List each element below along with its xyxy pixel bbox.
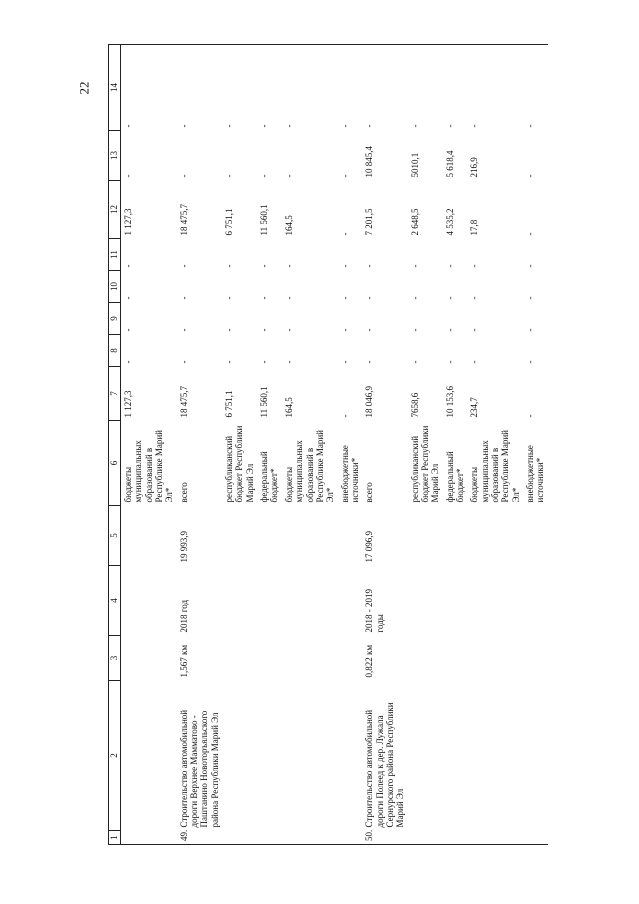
- table-cell-c14: -: [443, 45, 468, 131]
- table-body: [121, 45, 548, 845]
- table-cell-c3: [282, 636, 338, 681]
- table-cell-c12: 2 648,5: [409, 208, 420, 236]
- table-row: [282, 45, 338, 845]
- table-cell-c9: -: [259, 328, 270, 332]
- col-header: 5: [109, 506, 121, 566]
- col-header: 4: [109, 566, 121, 636]
- table-cell-c5: [338, 506, 363, 566]
- table-cell-c6: внебюджетные источники*: [339, 445, 360, 503]
- table-cell-c6: внебюджетные источники*: [525, 445, 546, 503]
- table-cell-c1: [467, 831, 523, 845]
- table-cell-c4: [443, 566, 468, 636]
- table-cell-c1: 49.: [177, 831, 222, 845]
- table-cell-c9: -: [283, 328, 294, 332]
- table-cell-c3: [257, 636, 282, 681]
- table-cell-c10: -: [525, 296, 536, 300]
- table-cell-c10: -: [224, 296, 235, 300]
- table-row: [467, 45, 523, 845]
- table-cell-c8: -: [409, 360, 420, 364]
- table-cell-c10: -: [178, 296, 189, 300]
- table-cell-c8: -: [364, 360, 375, 364]
- table-cell-c5: [408, 506, 443, 566]
- col-header: 1: [109, 831, 121, 845]
- table-cell-c13: 5 618,4: [444, 150, 455, 178]
- table-row: [362, 45, 407, 845]
- table-cell-c14: -: [467, 45, 523, 131]
- table-cell-c10: -: [364, 296, 375, 300]
- table-cell-c2: [523, 681, 548, 831]
- table-cell-c14: -: [362, 45, 407, 131]
- table-cell-c10: -: [444, 296, 455, 300]
- table-cell-c10: -: [259, 296, 270, 300]
- table-cell-c3: [523, 636, 548, 681]
- table-cell-c2: [257, 681, 282, 831]
- table-cell-c5: [257, 506, 282, 566]
- table-cell-c10: -: [123, 296, 133, 300]
- table-cell-c12: 7 201,5: [364, 208, 375, 236]
- table-cell-c3: [121, 636, 177, 681]
- table-cell-c8: -: [178, 360, 189, 364]
- table-cell-c2: Строительство автомобильной дороги Верхнее Мамматово - Паштанино Новоторъяльского района Республики Марий Эл: [178, 709, 220, 828]
- table-cell-c12: 4 535,2: [444, 208, 455, 236]
- table-cell-c7: 7658,6: [409, 392, 420, 418]
- table-cell-c1: [282, 831, 338, 845]
- table-cell-c1: [408, 831, 443, 845]
- table-row: [338, 45, 363, 845]
- table-cell-c14: -: [523, 45, 548, 131]
- table-cell-c5: [443, 506, 468, 566]
- table-cell-c11: -: [444, 264, 455, 268]
- table-cell-c11: -: [364, 264, 375, 268]
- table-cell-c12: 6 751,1: [224, 208, 235, 236]
- table-cell-c9: -: [525, 328, 536, 332]
- page-number: 22: [76, 81, 92, 95]
- column-number-row: [109, 45, 121, 845]
- table-cell-c5: [121, 506, 177, 566]
- col-header: 8: [109, 335, 121, 367]
- table-cell-c9: -: [364, 328, 375, 332]
- table-cell-c7: 1 127,3: [123, 390, 133, 418]
- table-cell-c12: 18 475,7: [178, 204, 189, 236]
- table-cell-c7: -: [525, 414, 536, 418]
- table-cell-c6: федеральный бюджет*: [444, 451, 465, 503]
- table-cell-c10: -: [409, 296, 420, 300]
- table-cell-c8: -: [224, 360, 235, 364]
- table-cell-c12: 164,5: [283, 215, 294, 236]
- table-cell-c5: [282, 506, 338, 566]
- table-cell-c14: -: [257, 45, 282, 131]
- table-row: [222, 45, 257, 845]
- table-row: [443, 45, 468, 845]
- table-cell-c13: 216,9: [469, 157, 480, 178]
- table-cell-c6: федеральный бюджет*: [259, 451, 280, 503]
- table-cell-c3: [222, 636, 257, 681]
- table-cell-c14: -: [121, 45, 177, 131]
- table-cell-c1: [443, 831, 468, 845]
- table-cell-c4: [338, 566, 363, 636]
- table-cell-c5: 17 096,9: [364, 531, 375, 563]
- table-cell-c3: [338, 636, 363, 681]
- table-cell-c13: -: [259, 174, 270, 178]
- table-cell-c6: бюджеты муниципальных образований в Республике Марий Эл*: [469, 430, 521, 503]
- col-header: 12: [109, 181, 121, 239]
- table-cell-c12: 11 560,1: [259, 204, 270, 236]
- col-header: 14: [109, 45, 121, 131]
- table-cell-c6: бюджеты муниципальных образований в Республике Марий Эл*: [283, 430, 336, 503]
- table-cell-c8: -: [259, 360, 270, 364]
- table-cell-c4: [408, 566, 443, 636]
- table-cell-c2: [282, 681, 338, 831]
- table-cell-c4: [257, 566, 282, 636]
- table-cell-c5: [523, 506, 548, 566]
- table-cell-c1: [121, 831, 177, 845]
- table-cell-c5: [222, 506, 257, 566]
- table-cell-c12: -: [525, 232, 536, 236]
- table-cell-c11: -: [224, 264, 235, 268]
- table-cell-c2: [222, 681, 257, 831]
- table-cell-c9: -: [339, 328, 350, 332]
- table-cell-c13: -: [224, 174, 235, 178]
- table-cell-c10: -: [469, 296, 480, 300]
- table-cell-c13: -: [339, 174, 350, 178]
- table-cell-c4: [467, 566, 523, 636]
- table-cell-c3: 1,567 км: [178, 644, 189, 678]
- table-cell-c8: -: [444, 360, 455, 364]
- table-cell-c4: [523, 566, 548, 636]
- table-cell-c12: 17,8: [469, 219, 480, 236]
- table-cell-c9: -: [224, 328, 235, 332]
- table-cell-c1: [257, 831, 282, 845]
- table-cell-c13: -: [123, 174, 133, 178]
- table-cell-c12: -: [339, 232, 350, 236]
- col-header: 11: [109, 239, 121, 271]
- table-cell-c7: 18 475,7: [178, 386, 189, 418]
- table-cell-c13: -: [283, 174, 294, 178]
- col-header: 2: [109, 681, 121, 831]
- table-cell-c6: всего: [364, 482, 375, 503]
- table-cell-c9: -: [178, 328, 189, 332]
- table-cell-c7: 6 751,1: [224, 390, 235, 418]
- table-cell-c11: -: [178, 264, 189, 268]
- table-cell-c6: бюджеты муниципальных образований в Республике Марий Эл*: [123, 430, 175, 503]
- table-cell-c9: -: [123, 328, 133, 332]
- table-cell-c8: -: [283, 360, 294, 364]
- table-cell-c3: [467, 636, 523, 681]
- table-cell-c11: -: [339, 264, 350, 268]
- col-header: 3: [109, 636, 121, 681]
- table-cell-c2: [467, 681, 523, 831]
- table-cell-c13: 10 845,4: [364, 146, 375, 178]
- table-cell-c6: всего: [178, 482, 189, 503]
- table-cell-c2: [338, 681, 363, 831]
- table-cell-c11: -: [259, 264, 270, 268]
- table-cell-c11: -: [525, 264, 536, 268]
- table-cell-c9: -: [409, 328, 420, 332]
- table-cell-c4: [222, 566, 257, 636]
- table-cell-c4: 2018 - 2019 годы: [364, 589, 385, 633]
- table-cell-c11: -: [123, 264, 133, 268]
- col-header: 9: [109, 303, 121, 335]
- table-cell-c5: [467, 506, 523, 566]
- table-cell-c3: 0,822 км: [364, 644, 375, 678]
- table-cell-c13: 5010,1: [409, 152, 420, 178]
- table-row: [523, 45, 548, 845]
- table-cell-c7: 18 046,9: [364, 386, 375, 418]
- table-cell-c8: -: [525, 360, 536, 364]
- table-cell-c14: -: [338, 45, 363, 131]
- table-row: [121, 45, 177, 845]
- table-cell-c12: 1 127,3: [123, 208, 133, 236]
- table-cell-c7: 234,7: [469, 397, 480, 418]
- table-row: [408, 45, 443, 845]
- table-cell-c1: [222, 831, 257, 845]
- table-cell-c11: -: [409, 264, 420, 268]
- table-cell-c3: [443, 636, 468, 681]
- table-cell-c13: -: [178, 174, 189, 178]
- table-cell-c10: -: [283, 296, 294, 300]
- table-cell-c7: 11 560,1: [259, 386, 270, 418]
- table-cell-c14: -: [282, 45, 338, 131]
- table-cell-c6: республиканский бюджет Республики Марий Эл: [224, 425, 255, 503]
- table-cell-c13: -: [525, 174, 536, 178]
- table-cell-c14: -: [177, 45, 222, 131]
- table-cell-c10: -: [339, 296, 350, 300]
- table-cell-c1: [523, 831, 548, 845]
- table-cell-c7: -: [339, 414, 350, 418]
- table-row: [257, 45, 282, 845]
- col-header: 13: [109, 131, 121, 181]
- table-cell-c7: 164,5: [283, 397, 294, 418]
- col-header: 7: [109, 367, 121, 421]
- table-cell-c1: 50.: [362, 831, 407, 845]
- financing-table: [108, 44, 548, 845]
- table-cell-c11: -: [469, 264, 480, 268]
- table-cell-c14: -: [222, 45, 257, 131]
- table-cell-c11: -: [283, 264, 294, 268]
- table-cell-c14: -: [408, 45, 443, 131]
- col-header: 6: [109, 421, 121, 506]
- table-cell-c2: [121, 681, 177, 831]
- table-cell-c4: [282, 566, 338, 636]
- table-row: [177, 45, 222, 845]
- table-cell-c6: республиканский бюджет Республики Марий Эл: [409, 425, 441, 503]
- table-cell-c8: -: [339, 360, 350, 364]
- col-header: 10: [109, 271, 121, 303]
- table-cell-c2: [408, 681, 443, 831]
- table-cell-c3: [408, 636, 443, 681]
- rotated-table-container: [108, 45, 638, 845]
- table-cell-c9: -: [469, 328, 480, 332]
- table-cell-c9: -: [444, 328, 455, 332]
- table-cell-c2: [443, 681, 468, 831]
- table-cell-c1: [338, 831, 363, 845]
- table-cell-c4: 2018 год: [178, 599, 189, 633]
- table-cell-c8: -: [469, 360, 480, 364]
- table-cell-c7: 10 153,6: [444, 386, 455, 418]
- table-cell-c5: 19 993,9: [178, 531, 189, 563]
- table-cell-c8: -: [123, 360, 133, 364]
- table-cell-c4: [121, 566, 177, 636]
- table-cell-c2: Строительство автомобильной дороги Полеед к дер. Лужала Сернурского района Республики Марий Эл: [364, 702, 406, 828]
